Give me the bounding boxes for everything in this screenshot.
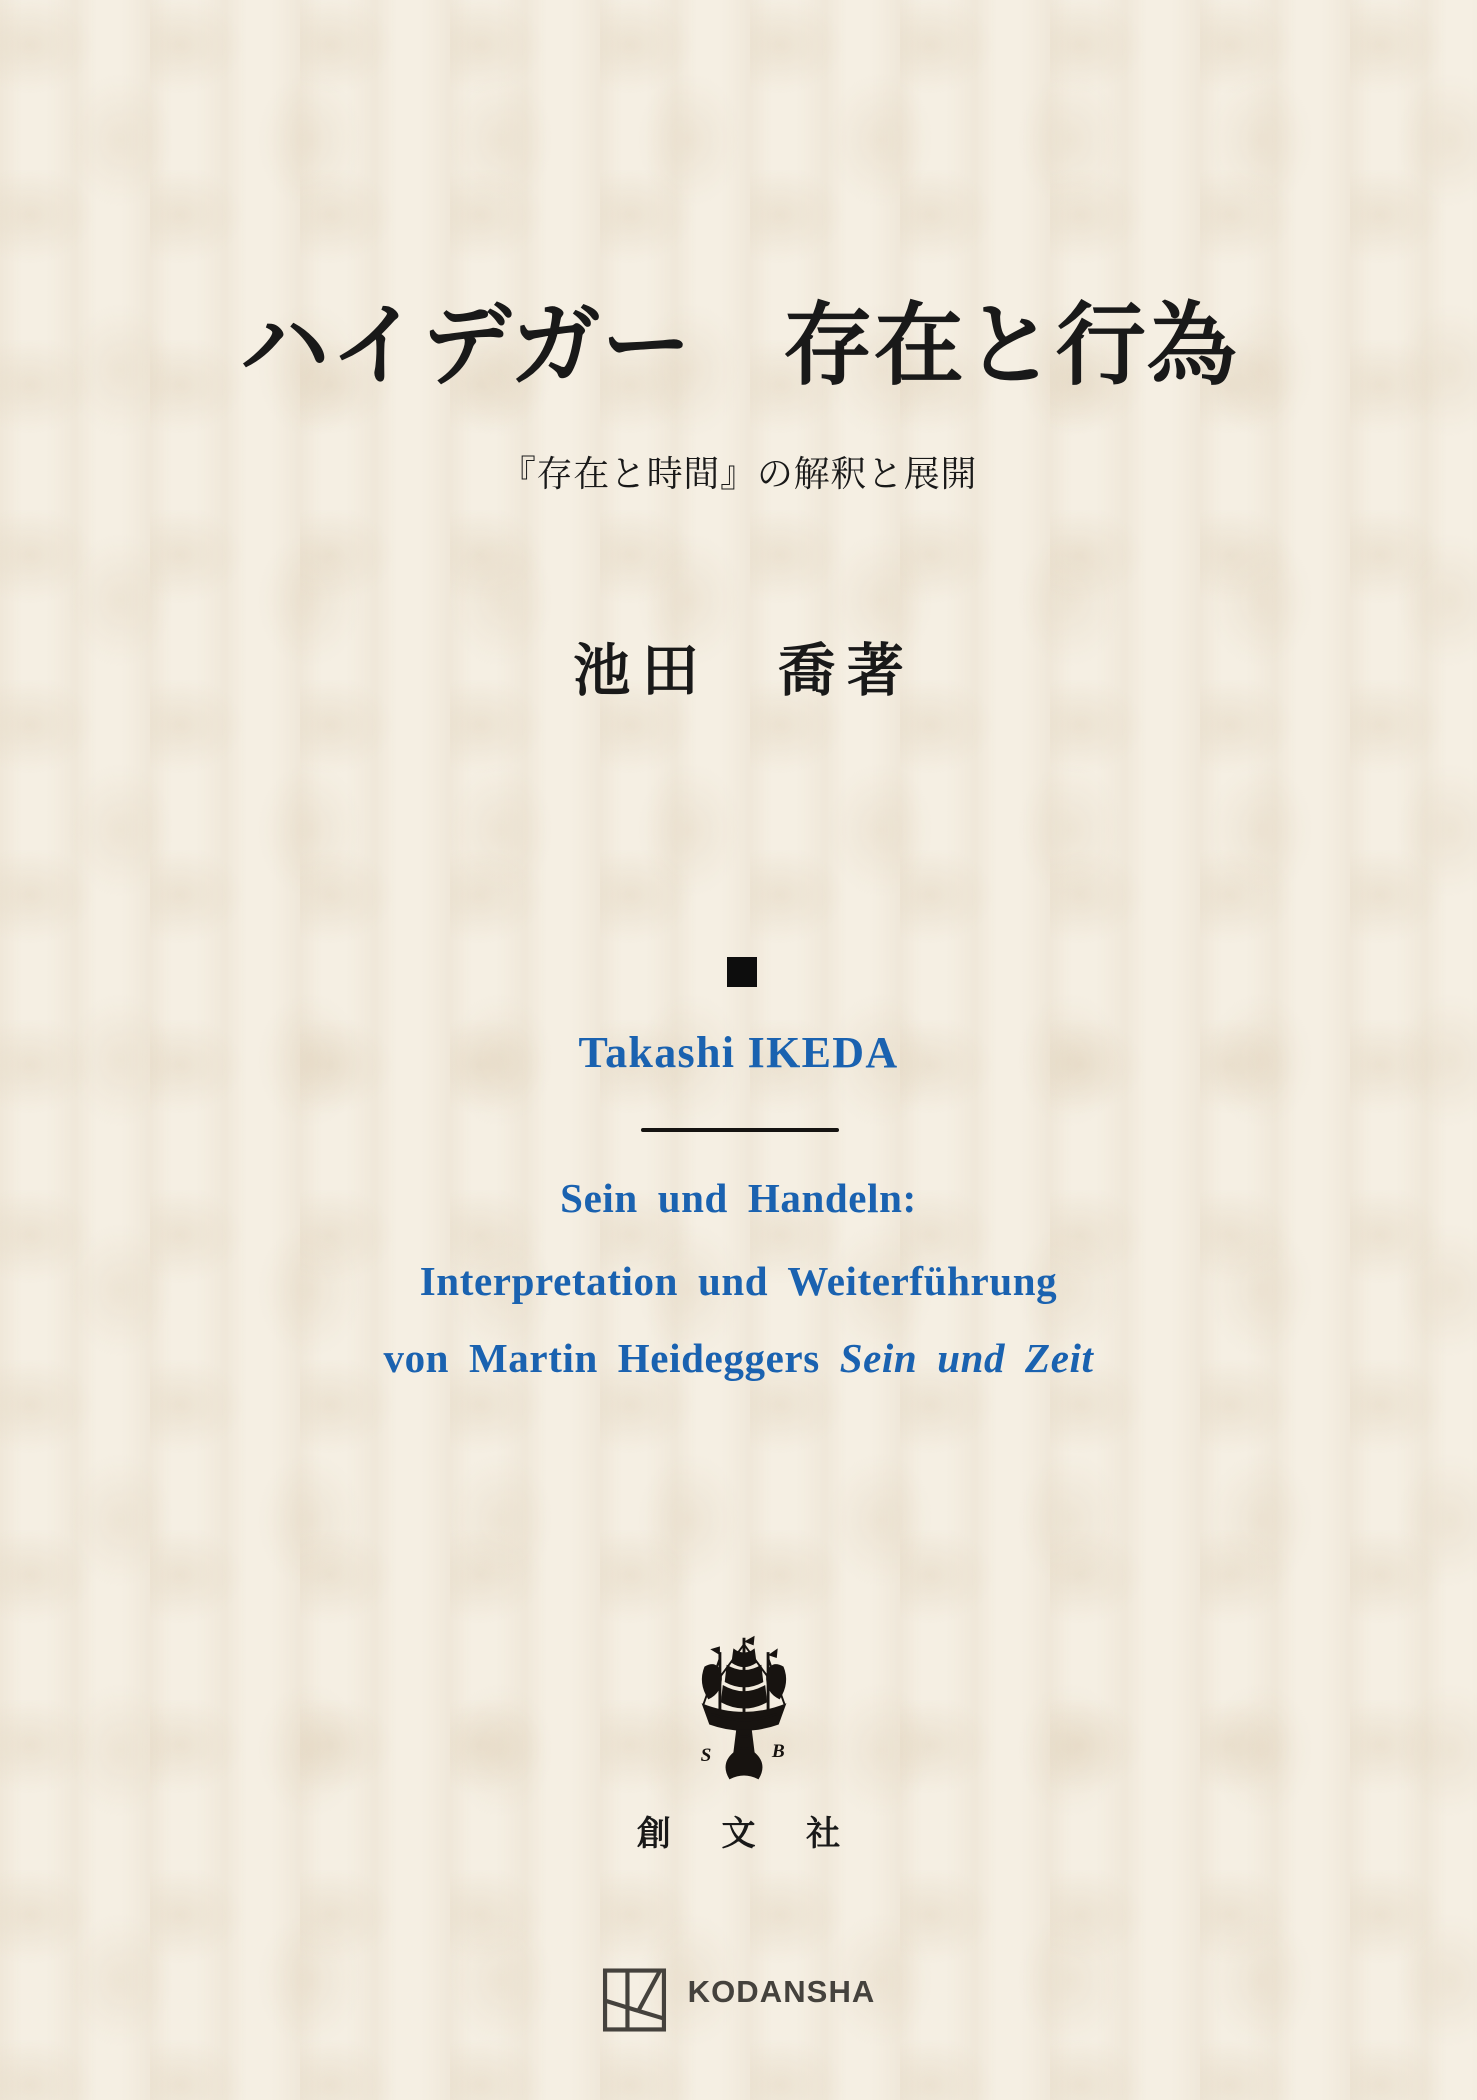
book-subtitle: 『存在と時間』の解釈と展開 — [499, 454, 978, 494]
publisher-name: 創 文 社 — [636, 1816, 862, 1853]
author-name-romanized: Takashi IKEDA — [578, 1028, 899, 1077]
divider-rule — [641, 1128, 839, 1132]
sailing-ship-emblem-icon — [691, 1632, 797, 1788]
kodansha-wordmark: KODANSHA — [687, 1973, 876, 2009]
german-title-line3 — [0, 1335, 1477, 1381]
emblem-letter-b: B — [771, 1741, 785, 1763]
german-title-line3-regular: von Martin Heideggers — [383, 1335, 820, 1381]
black-square-ornament — [727, 957, 757, 987]
german-title-line3-italic: Sein und Zeit — [839, 1335, 1094, 1381]
book-title: ハイデガー 存在と行為 — [239, 297, 1238, 396]
german-title-line1: Sein und Handeln: — [560, 1175, 917, 1221]
kodansha-square-icon — [602, 1968, 667, 2032]
german-title-line2: Interpretation und Weiterführung — [419, 1258, 1058, 1304]
distributor-logo-lockup — [0, 1968, 1477, 2032]
emblem-letter-s: S — [700, 1745, 712, 1767]
author-name: 池田 喬著 — [573, 640, 916, 703]
